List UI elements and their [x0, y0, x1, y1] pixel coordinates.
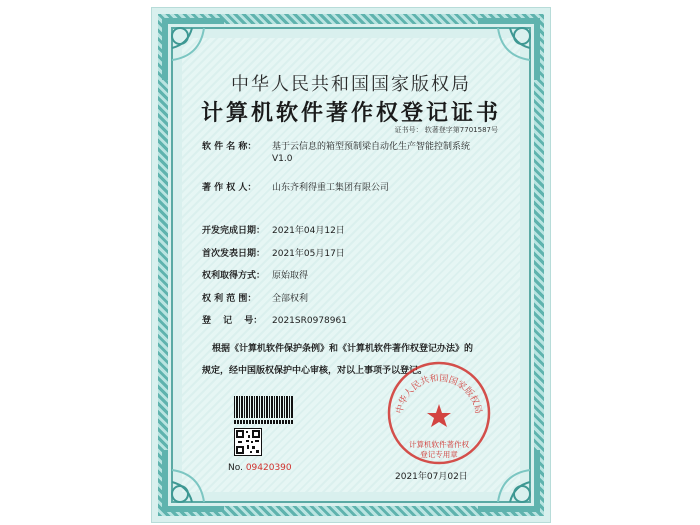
registration-number-label: 登 记 号： [202, 316, 263, 326]
corner-ornament-icon [158, 446, 228, 516]
owner-value: 山东齐利得重工集团有限公司 [272, 183, 390, 193]
completion-date-row [202, 223, 345, 236]
certificate-title: 计算机软件著作权登记证书 [200, 101, 501, 126]
seal-text [384, 440, 494, 460]
publish-date-value: 2021年05月17日 [272, 249, 345, 259]
barcode-strip [234, 420, 294, 424]
software-name-row [202, 139, 470, 164]
acquire-method-row [202, 268, 308, 281]
seal-line-2: 登记专用章 [420, 450, 458, 459]
legal-basis-line-1: 根据《计算机软件保护条例》和《计算机软件著作权登记办法》的 [212, 344, 474, 354]
legal-basis-line-2: 规定，经中国版权保护中心审核，对以上事项予以登记。 [202, 366, 428, 376]
rights-scope-value: 全部权利 [272, 294, 309, 304]
acquire-method-label: 权利取得方式： [202, 271, 266, 281]
owner-row [202, 180, 389, 193]
software-name-label: 软 件 名 称： [202, 142, 257, 152]
acquire-method-value: 原始取得 [272, 271, 309, 281]
owner-label: 著 作 权 人： [202, 183, 257, 193]
completion-date-label: 开发完成日期： [202, 226, 266, 236]
serial-number [228, 463, 292, 473]
issuer-title: 中华人民共和国国家版权局 [231, 74, 471, 95]
registration-number-value: 2021SR0978961 [272, 316, 347, 326]
qr-code-icon [234, 428, 262, 456]
rights-scope-label: 权 利 范 围： [202, 294, 257, 304]
completion-date-value: 2021年04月12日 [272, 226, 345, 236]
software-name-value: 基于云信息的箱型预制梁自动化生产智能控制系统 [272, 142, 471, 152]
rights-scope-row [202, 291, 308, 304]
software-version-value: V1.0 [272, 154, 293, 164]
issue-date: 2021年07月02日 [395, 472, 468, 482]
seal-line-1: 计算机软件著作权 [409, 440, 469, 449]
serial-value: 09420390 [245, 463, 292, 473]
seal-ring-text: 中华人民共和国国家版权局 [395, 373, 483, 415]
certificate-number [395, 125, 498, 135]
publish-date-label: 首次发表日期： [202, 249, 266, 259]
certificate [152, 8, 550, 522]
serial-prefix: No. [228, 463, 246, 473]
barcode [234, 396, 294, 418]
certificate-number-label: 证书号： [394, 126, 423, 134]
registration-number-row [202, 313, 347, 326]
certificate-number-value: 软著登字第7701587号 [424, 126, 498, 134]
publish-date-row [202, 246, 345, 259]
